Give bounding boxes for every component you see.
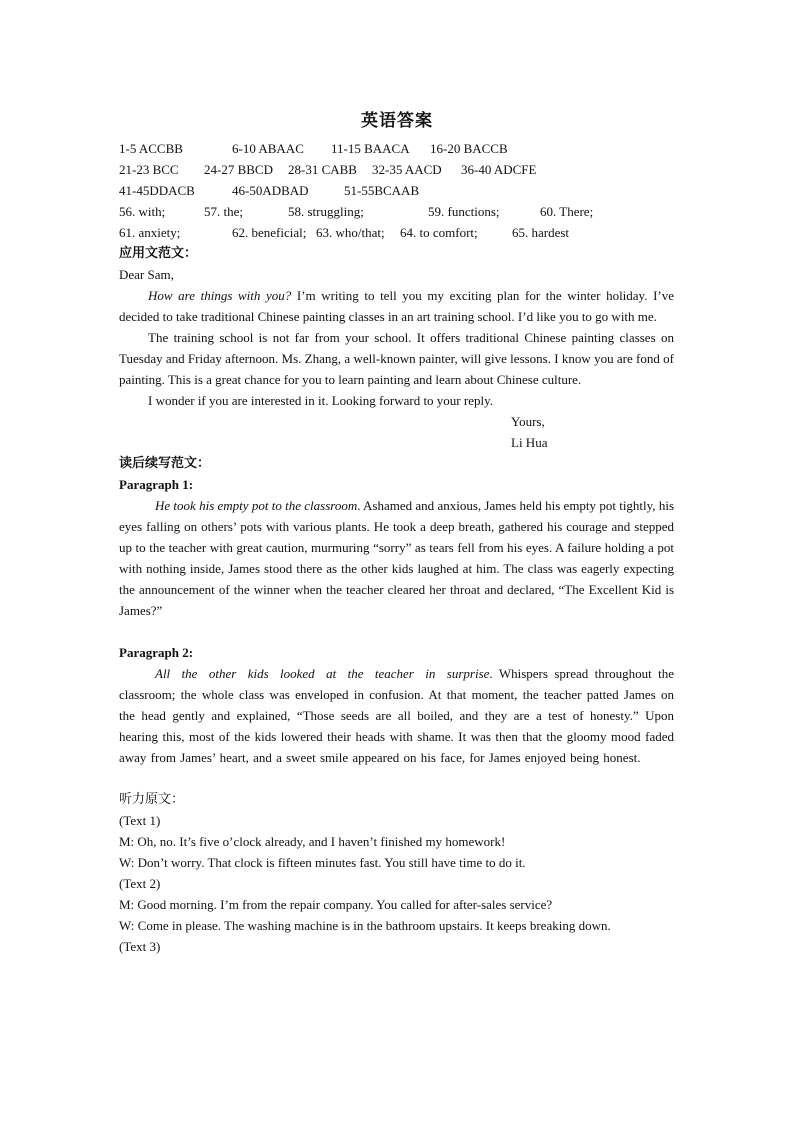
continuation-paragraph-1 [119, 495, 674, 621]
answer-row [119, 159, 674, 180]
letter-paragraph-text: I’m writing to tell you my exciting plan for the winter holiday. I’ve decided to take traditional Chinese painting classes in an art training school. I’d like you to go with me. [119, 288, 674, 324]
answer-group: 21-23 BCC [119, 162, 179, 177]
listening-line: (Text 2) [119, 876, 161, 891]
listening-heading: 听力原文： [119, 792, 185, 807]
listening-line: W: Come in please. The washing machine is in the bathroom upstairs. It keeps breaking down. [119, 918, 611, 933]
answer-group: 60. There; [540, 204, 594, 219]
answer-group: 58. struggling; [288, 204, 364, 219]
letter-paragraph [119, 285, 674, 327]
answer-group: 28-31 CABB [288, 162, 357, 177]
paragraph-2-opening-italic: All the other kids looked at the teacher in surprise [155, 666, 490, 681]
answer-row [119, 201, 674, 222]
letter-greeting: Dear Sam, [119, 267, 174, 282]
answer-group: 6-10 ABAAC [232, 141, 304, 156]
answer-group: 57. the; [204, 204, 243, 219]
paragraph-1-text: . Ashamed and anxious, James held his empty pot tightly, his eyes falling on others’ pots with various plants. He took a deep breath, gathered his courage and stepped up to the teacher with great caution, murmuring “sorry” as tears fell from his eyes. A failure holding a pot with nothing inside, James stood there as the other kids laughed at him. The class was eagerly expecting the announcement of the winner when the teacher cleared her throat and declared, “The Excellent Kid is James?” [119, 498, 674, 618]
letter-paragraph: The training school is not far from your school. It offers traditional Chinese painting classes on Tuesday and Friday afternoon. Ms. Zhang, a well-known painter, will give lessons. I know you are fond of painting. This is a great chance for you to learn painting and learn about Chinese culture. [119, 330, 674, 387]
answer-group: 59. functions; [428, 204, 500, 219]
page-title: 英语答案 [361, 111, 433, 131]
paragraph-1-label: Paragraph 1: [119, 477, 194, 492]
letter-opening-italic: How are things with you? [148, 288, 292, 303]
answer-row [119, 138, 674, 159]
answer-group: 32-35 AACD [372, 162, 442, 177]
answer-group: 63. who/that; [316, 225, 385, 240]
listening-line: M: Oh, no. It’s five o’clock already, and I haven’t finished my homework! [119, 834, 506, 849]
answer-group: 56. with; [119, 204, 166, 219]
listening-line: W: Don’t worry. That clock is fifteen minutes fast. You still have time to do it. [119, 855, 526, 870]
letter-closing: Yours, [511, 414, 545, 429]
letter-heading: 应用文范文： [119, 246, 198, 261]
answer-group: 36-40 ADCFE [461, 162, 537, 177]
document-content [119, 138, 674, 957]
paragraph-1-opening-italic: He took his empty pot to the classroom [155, 498, 358, 513]
answer-group: 62. beneficial; [232, 225, 307, 240]
answer-row [119, 180, 674, 201]
letter-paragraph: I wonder if you are interested in it. Looking forward to your reply. [148, 393, 494, 408]
answer-group: 24-27 BBCD [204, 162, 273, 177]
paragraph-2-label: Paragraph 2: [119, 645, 194, 660]
answer-row [119, 222, 674, 243]
answer-group: 46-50ADBAD [232, 183, 309, 198]
listening-line: (Text 3) [119, 939, 161, 954]
answer-group: 1-5 ACCBB [119, 141, 183, 156]
answer-group: 65. hardest [512, 225, 570, 240]
paragraph-2-text: . Whispers spread throughout the classroom; the whole class was enveloped in confusion. At that moment, the teacher patted James on the head gently and explained, “Those seeds are all boiled, and they are a test of honesty.” Upon hearing this, most of the kids lowered their heads with shame. It was then that the gloomy mood faded away from James’ heart, and a sweet smile appeared on his face, for James enjoyed being honest. [119, 666, 674, 765]
answer-group: 64. to comfort; [400, 225, 478, 240]
continuation-heading: 读后续写范文： [119, 456, 211, 471]
answer-group: 11-15 BAACA [331, 141, 410, 156]
answer-group: 16-20 BACCB [430, 141, 508, 156]
listening-line: M: Good morning. I’m from the repair company. You called for after-sales service? [119, 897, 553, 912]
answer-group: 61. anxiety; [119, 225, 181, 240]
letter-signature: Li Hua [511, 435, 548, 450]
continuation-paragraph-2 [119, 663, 674, 768]
listening-line: (Text 1) [119, 813, 161, 828]
blank-line [119, 768, 674, 789]
answer-group: 51-55BCAAB [344, 183, 420, 198]
answer-group: 41-45DDACB [119, 183, 195, 198]
blank-line [119, 621, 674, 642]
